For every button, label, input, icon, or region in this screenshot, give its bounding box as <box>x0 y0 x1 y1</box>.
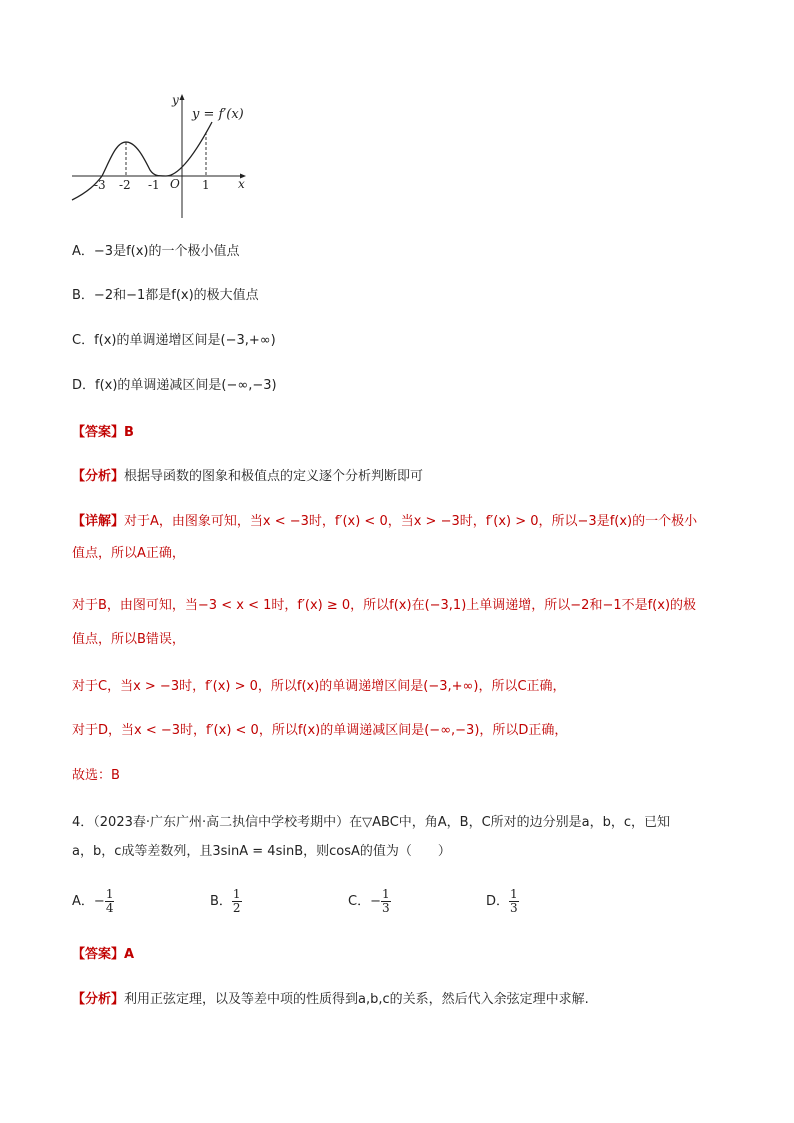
option-sign: − <box>370 894 381 909</box>
option-letter: B． <box>210 894 232 909</box>
q3-option-c <box>72 331 276 351</box>
tick-minus-2: -2 <box>119 178 131 192</box>
option-text: −2和−1都是f(x)的极大值点 <box>93 288 259 303</box>
q3-detail-line-3: 对于B，由图可知，当−3 < x < 1时，f′(x) ≥ 0，所以f(x)在(−3,1)上单调递增，所以−2和−1不是f(x)的极 <box>72 598 697 613</box>
q3-answer <box>72 423 134 443</box>
q4-answer <box>72 945 134 965</box>
q3-detail-line-7: 故选：B <box>72 768 120 783</box>
q4-option-b <box>210 888 242 915</box>
fraction <box>232 888 242 915</box>
analysis-tag: 【分析】 <box>72 992 125 1007</box>
q4-stem-line-1: 4．（2023春·广东广州·高二执信中学校考期中）在▽ABC中，角A，B，C所对的边分别是a，b，c，已知 <box>72 815 671 830</box>
q4-analysis <box>72 990 589 1010</box>
numerator: 1 <box>105 887 114 901</box>
denominator: 4 <box>105 901 114 915</box>
answer-value: B <box>124 425 134 440</box>
detail-text: 对于A，由图象可知，当x < −3时，f′(x) < 0，当x > −3时，f′(x) > 0，所以−3是f(x)的一个极小 <box>124 514 698 529</box>
option-letter: C． <box>348 894 371 909</box>
analysis-text: 利用正弦定理，以及等差中项的性质得到a,b,c的关系，然后代入余弦定理中求解. <box>124 992 589 1007</box>
q3-option-b <box>72 286 259 306</box>
option-letter: B． <box>72 288 94 303</box>
denominator: 3 <box>510 901 518 915</box>
denominator: 2 <box>232 901 241 915</box>
answer-tag: 【答案】 <box>72 425 125 440</box>
q4-option-d <box>486 888 519 915</box>
denominator: 3 <box>381 901 390 915</box>
tick-minus-1: -1 <box>148 178 160 192</box>
q4-option-a <box>72 888 114 915</box>
detail-tag: 【详解】 <box>72 514 125 529</box>
option-sign: − <box>93 894 105 909</box>
option-letter: C． <box>72 333 95 348</box>
tick-minus-3: -3 <box>94 178 106 192</box>
tick-1: 1 <box>202 178 210 192</box>
numerator: 1 <box>232 887 241 901</box>
derivative-graph <box>70 92 270 222</box>
answer-tag: 【答案】 <box>72 947 125 962</box>
q3-detail-line-6: 对于D，当x < −3时，f′(x) < 0，所以f(x)的单调递减区间是(−∞,−3)，所以D正确， <box>72 723 568 738</box>
numerator: 1 <box>510 887 518 901</box>
option-letter: A． <box>72 894 94 909</box>
fraction <box>105 888 115 915</box>
option-text: f(x)的单调递增区间是(−3,+∞) <box>94 333 276 348</box>
option-letter: D． <box>486 894 510 909</box>
option-text: −3是f(x)的一个极小值点 <box>93 244 240 259</box>
option-letter: D． <box>72 378 96 393</box>
fraction <box>381 888 391 915</box>
y-axis-arrow <box>180 94 185 100</box>
option-text: f(x)的单调递减区间是(−∞,−3) <box>95 378 277 393</box>
q3-option-d <box>72 376 277 396</box>
numerator: 1 <box>381 887 390 901</box>
q3-detail-line-4: 值点，所以B错误， <box>72 632 185 647</box>
q4-stem-line-2: a，b，c成等差数列，且3sinA = 4sinB，则cosA的值为（ ） <box>72 844 451 859</box>
q3-detail-line-2: 值点，所以A正确， <box>72 546 185 561</box>
q3-analysis <box>72 467 423 487</box>
origin-label: O <box>170 177 180 191</box>
y-axis-label: y <box>172 93 179 107</box>
q3-detail-line-1 <box>72 512 697 532</box>
derivative-curve <box>72 122 212 200</box>
q3-detail-line-5: 对于C，当x > −3时，f′(x) > 0，所以f(x)的单调递增区间是(−3,+∞)，所以C正确， <box>72 679 566 694</box>
curve-label: y = f′(x) <box>192 107 244 122</box>
analysis-text: 根据导函数的图象和极值点的定义逐个分析判断即可 <box>124 469 424 484</box>
analysis-tag: 【分析】 <box>72 469 125 484</box>
option-letter: A． <box>72 244 94 259</box>
answer-value: A <box>124 947 135 962</box>
x-axis-label: x <box>238 177 245 191</box>
q4-option-c <box>348 888 391 915</box>
q3-option-a <box>72 242 239 262</box>
fraction <box>509 888 519 915</box>
